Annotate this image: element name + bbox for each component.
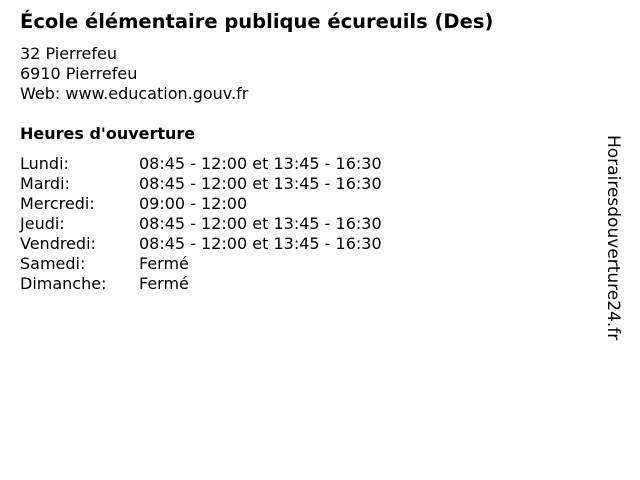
school-title: École élémentaire publique écureuils (Des) [20,10,494,33]
day-label: Jeudi: [20,214,65,233]
hours-row-jeudi [20,214,382,234]
day-label: Samedi: [20,254,86,273]
opening-hours-heading: Heures d'ouverture [20,124,196,143]
day-label: Mardi: [20,174,70,193]
hours-row-vendredi [20,234,382,254]
day-label: Dimanche: [20,274,107,293]
day-hours: Fermé [139,254,189,273]
day-label: Mercredi: [20,194,95,213]
day-hours: 08:45 - 12:00 et 13:45 - 16:30 [139,154,382,173]
hours-row-lundi [20,154,382,174]
site-watermark: Horairesdouverture24.fr [603,135,623,341]
day-hours: 09:00 - 12:00 [139,194,248,213]
city-address: 6910 Pierrefeu [20,64,138,83]
day-label: Lundi: [20,154,69,173]
street-address: 32 Pierrefeu [20,44,118,63]
hours-row-mardi [20,174,382,194]
hours-row-mercredi [20,194,382,214]
address-block [20,44,248,104]
day-hours: 08:45 - 12:00 et 13:45 - 16:30 [139,234,382,253]
opening-hours-table [20,154,382,294]
hours-row-dimanche [20,274,382,294]
day-hours: 08:45 - 12:00 et 13:45 - 16:30 [139,174,382,193]
day-label: Vendredi: [20,234,96,253]
hours-row-samedi [20,254,382,274]
day-hours: 08:45 - 12:00 et 13:45 - 16:30 [139,214,382,233]
website-line: Web: www.education.gouv.fr [20,84,249,103]
day-hours: Fermé [139,274,189,293]
